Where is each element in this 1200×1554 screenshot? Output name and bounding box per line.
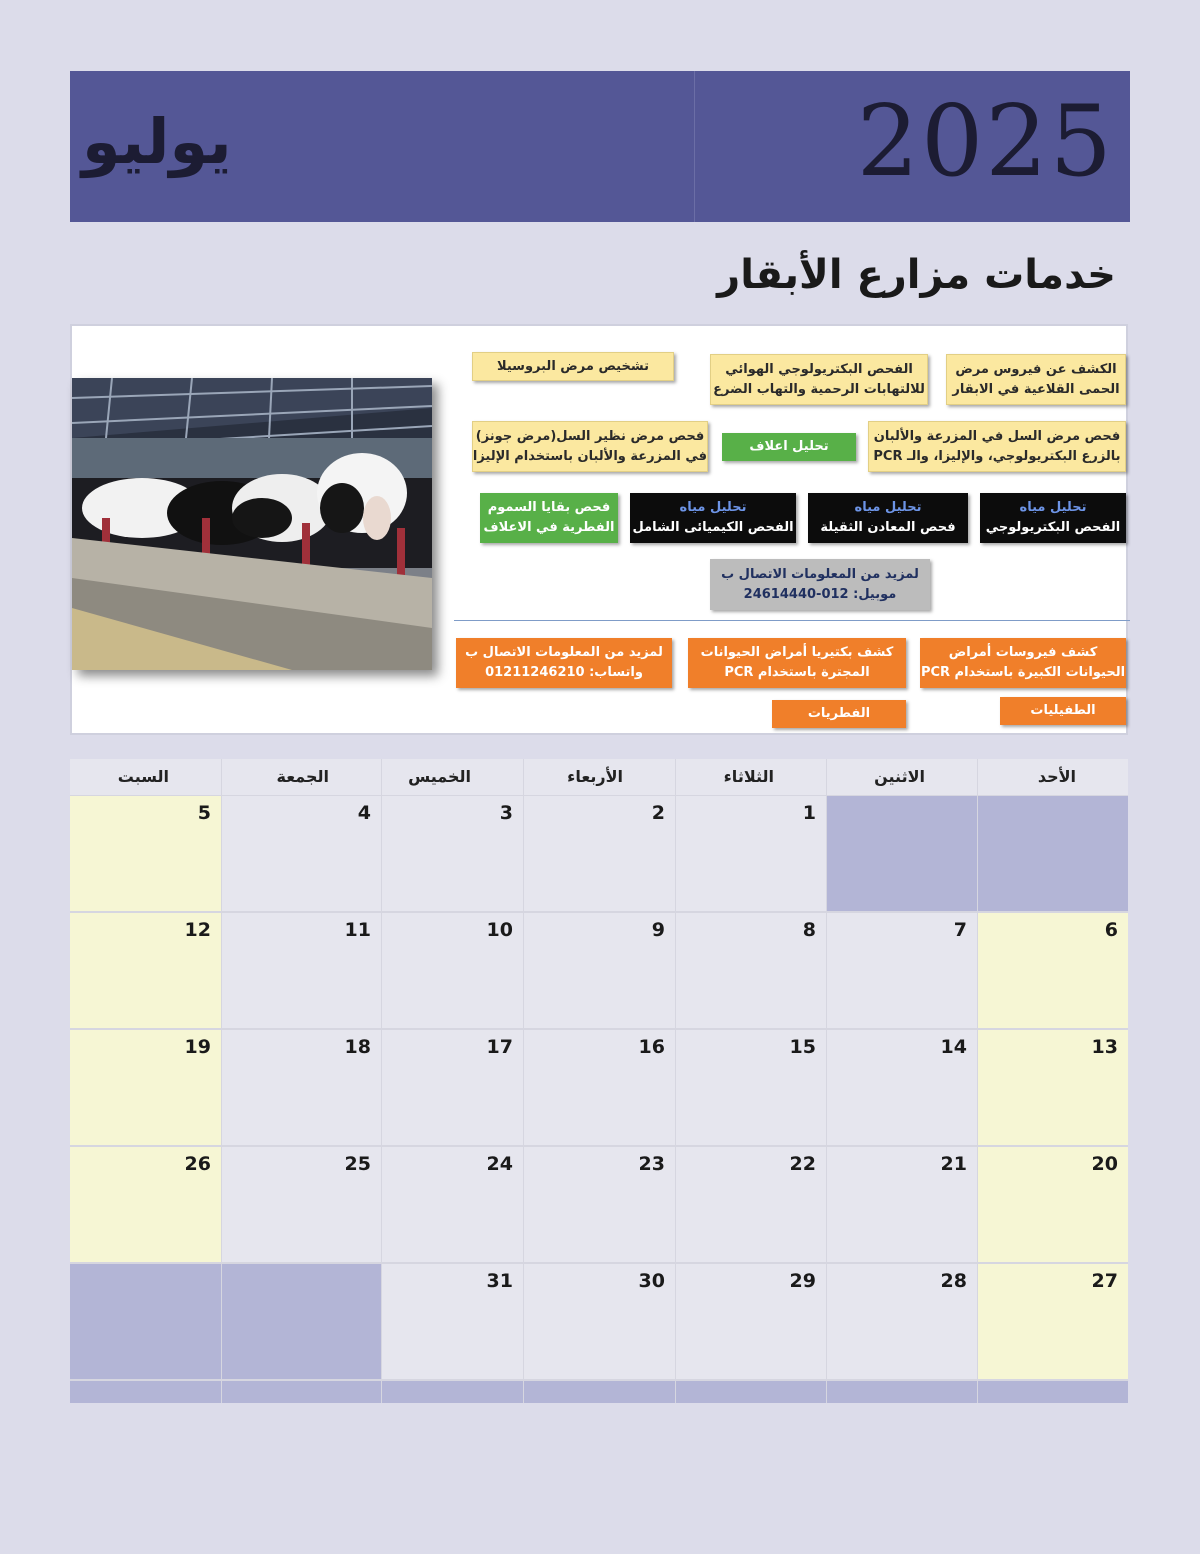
day-cell: 13 (978, 1030, 1128, 1145)
day-cell (827, 796, 977, 911)
service-parasites: الطفيليات (1000, 697, 1126, 725)
day-cell: 3 (382, 796, 523, 911)
contact-mobile: لمزيد من المعلومات الاتصال ب موبيل: 012-24614440 (710, 559, 930, 610)
day-cell: 25 (222, 1147, 381, 1262)
service-aerobic-bacteriology: الفحص البكتريولوجي الهوائي للالتهابات الرحمية والتهاب الضرع (710, 354, 928, 405)
service-mycotoxins: فحص بقايا السموم الفطرية في الاعلاف (480, 493, 618, 543)
day-cell: 24 (382, 1147, 523, 1262)
service-water-heavy-metals: تحليل مياه فحص المعادن الثقيلة (808, 493, 968, 543)
day-cell: 30 (524, 1264, 675, 1379)
day-cell: 29 (676, 1264, 826, 1379)
day-cell: 16 (524, 1030, 675, 1145)
day-cell (222, 1264, 381, 1379)
weekday-thu: الخميس (382, 759, 523, 795)
day-cell: 20 (978, 1147, 1128, 1262)
calendar-footer-cell (978, 1381, 1128, 1403)
day-cell: 4 (222, 796, 381, 911)
day-cell: 6 (978, 913, 1128, 1028)
day-cell: 26 (70, 1147, 221, 1262)
header-divider (694, 71, 695, 222)
day-cell: 1 (676, 796, 826, 911)
year-label: 2025 (856, 85, 1114, 199)
day-cell: 8 (676, 913, 826, 1028)
service-johnes: فحص مرض نظير السل(مرض جونز) في المزرعة والألبان باستخدام الإليزا (472, 421, 708, 472)
service-large-animal-viruses: كشف فيروسات أمراض الحيوانات الكبيرة باستخدام PCR (920, 638, 1126, 688)
day-cell: 28 (827, 1264, 977, 1379)
day-cell: 19 (70, 1030, 221, 1145)
contact-whatsapp: لمزيد من المعلومات الاتصال ب واتساب: 01211246210 (456, 638, 672, 688)
calendar-footer-cell (524, 1381, 675, 1403)
service-ruminant-bacteria: كشف بكتيريا أمراض الحيوانات المجترة باستخدام PCR (688, 638, 906, 688)
day-cell: 10 (382, 913, 523, 1028)
calendar-footer-cell (382, 1381, 523, 1403)
day-cell: 7 (827, 913, 977, 1028)
service-water-chemical: تحليل مياه الفحص الكيميائى الشامل (630, 493, 796, 543)
service-fmd-virus: الكشف عن فيروس مرض الحمى القلاعية في الابقار (946, 354, 1126, 405)
day-cell: 15 (676, 1030, 826, 1145)
service-brucella: تشخيص مرض البروسيلا (472, 352, 674, 381)
day-cell: 12 (70, 913, 221, 1028)
weekday-mon: الاثنين (827, 759, 977, 795)
service-tuberculosis: فحص مرض السل في المزرعة والألبان بالزرع البكتريولوجي، والإليزا، والـ PCR (868, 421, 1126, 472)
month-label: يوليو (82, 105, 232, 178)
cow-barn-photo (72, 378, 432, 670)
month-calendar (70, 759, 1128, 1403)
day-cell: 9 (524, 913, 675, 1028)
service-water-bacteriology: تحليل مياه الفحص البكتريولوجي (980, 493, 1126, 543)
day-cell: 11 (222, 913, 381, 1028)
calendar-footer-cell (222, 1381, 381, 1403)
weekday-wed: الأربعاء (524, 759, 675, 795)
day-cell: 21 (827, 1147, 977, 1262)
day-cell: 23 (524, 1147, 675, 1262)
calendar-footer-cell (676, 1381, 826, 1403)
weekday-fri: الجمعة (222, 759, 381, 795)
page-title: خدمات مزارع الأبقار (717, 252, 1116, 298)
day-cell: 31 (382, 1264, 523, 1379)
day-cell: 18 (222, 1030, 381, 1145)
day-cell: 22 (676, 1147, 826, 1262)
weekday-sun: الأحد (978, 759, 1128, 795)
day-cell: 2 (524, 796, 675, 911)
day-cell: 27 (978, 1264, 1128, 1379)
weekday-tue: الثلاثاء (676, 759, 826, 795)
day-cell (978, 796, 1128, 911)
day-cell: 5 (70, 796, 221, 911)
calendar-footer-cell (70, 1381, 221, 1403)
service-fungi: الفطريات (772, 700, 906, 728)
separator-line (454, 620, 1130, 621)
day-cell (70, 1264, 221, 1379)
calendar-footer-cell (827, 1381, 977, 1403)
service-feed-analysis: تحليل اعلاف (722, 433, 856, 461)
day-cell: 14 (827, 1030, 977, 1145)
day-cell: 17 (382, 1030, 523, 1145)
calendar-header (70, 71, 1130, 222)
weekday-sat: السبت (70, 759, 221, 795)
services-panel (70, 324, 1128, 735)
